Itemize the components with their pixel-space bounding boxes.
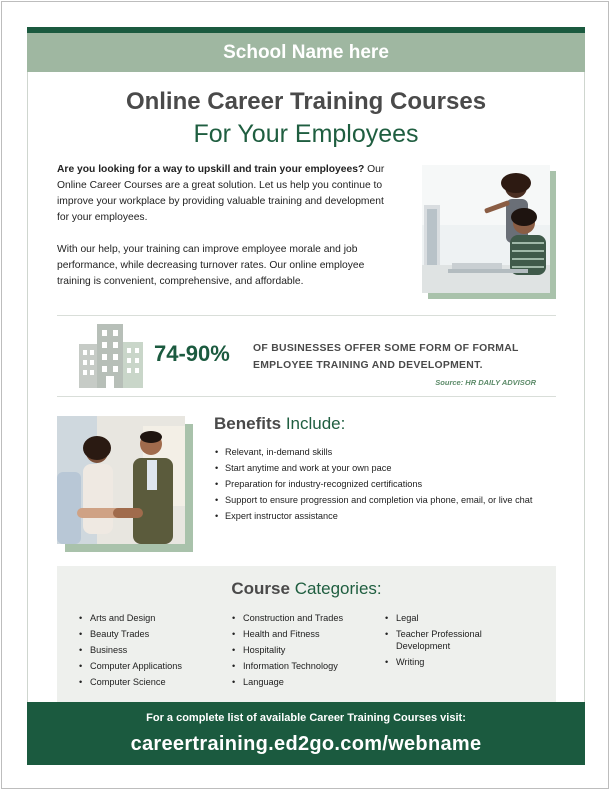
office-photo: [422, 165, 556, 299]
course-column-1: [79, 612, 219, 692]
page-subtitle: For Your Employees: [193, 120, 419, 148]
list-item: • Language: [232, 676, 377, 688]
list-item: • Start anytime and work at your own pace: [214, 462, 549, 475]
list-item: • Relevant, in-demand skills: [214, 446, 549, 459]
list-item: • Preparation for industry-recognized certifications: [214, 478, 549, 491]
handshake-photo-image: [57, 416, 185, 544]
list-item: • Computer Applications: [79, 660, 219, 672]
list-item: • Health and Fitness: [232, 628, 377, 640]
intro-paragraph-2: With our help, your training can improve employee morale and job performance, while decreasing turnover rates. Our online employee training is convenient, comprehensive, and affordable.: [57, 244, 365, 287]
school-name: School Name here: [223, 41, 389, 63]
intro-text: [57, 162, 397, 306]
list-item: • Legal: [385, 612, 505, 624]
stat-text: OF BUSINESSES OFFER SOME FORM OF FORMAL EMPLOYEE TRAINING AND DEVELOPMENT.: [253, 343, 519, 371]
stat-number: 74-90%: [154, 341, 230, 366]
courses-heading: [57, 579, 556, 599]
course-column-2: [232, 612, 377, 692]
stat-callout: [57, 316, 556, 396]
benefits-heading-part2: Include:: [285, 414, 346, 433]
footer-url: careertraining.ed2go.com/webname: [130, 733, 482, 755]
list-item: • Expert instructor assistance: [214, 510, 549, 523]
office-photo-image: [422, 165, 550, 293]
intro-body-1: Our Online Career Courses are a great solution. Let us help you continue to improve your workplace by providing valuable training and development for your employees.: [57, 164, 385, 223]
list-item: • Arts and Design: [79, 612, 219, 624]
list-item: • Hospitality: [232, 644, 377, 656]
handshake-photo: [57, 416, 193, 552]
list-item: • Support to ensure progression and completion via phone, email, or live chat: [214, 494, 549, 507]
intro-paragraph-1: [57, 162, 397, 226]
course-column-3: [385, 612, 505, 672]
footer-cta: For a complete list of available Career Training Courses visit:: [146, 712, 466, 724]
buildings-icon: [77, 324, 145, 388]
benefits-list: [214, 446, 549, 526]
intro-lead: Are you looking for a way to upskill and train your employees?: [57, 164, 365, 175]
list-item: • Teacher Professional Development: [385, 628, 505, 652]
list-item: • Information Technology: [232, 660, 377, 672]
stat-divider-bottom: [57, 396, 556, 397]
course-categories-panel: [57, 566, 556, 702]
stat-source: Source: HR DAILY ADVISOR: [435, 378, 536, 387]
benefits-heading: [214, 414, 345, 434]
benefits-heading-part1: Benefits: [214, 414, 282, 433]
list-item: • Computer Science: [79, 676, 219, 688]
list-item: • Beauty Trades: [79, 628, 219, 640]
school-name-banner: [27, 33, 585, 72]
list-item: • Construction and Trades: [232, 612, 377, 624]
courses-heading-part2: Categories:: [294, 579, 382, 598]
list-item: • Writing: [385, 656, 505, 668]
list-item: • Business: [79, 644, 219, 656]
courses-heading-part1: Course: [231, 579, 290, 598]
footer-banner: [27, 702, 585, 765]
page-title: Online Career Training Courses: [125, 88, 487, 115]
